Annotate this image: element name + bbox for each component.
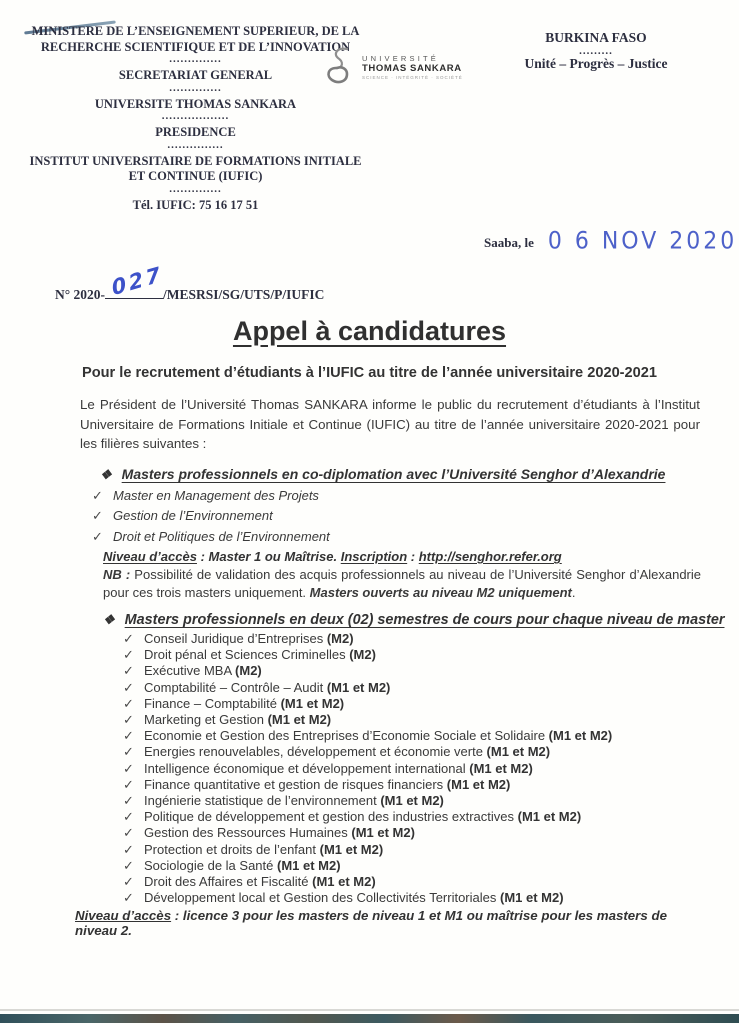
check-icon: ✓ <box>123 695 134 711</box>
master-program-name: Politique de développement et gestion des industries extractives <box>144 809 518 825</box>
dotted-separator: ............... <box>167 138 224 151</box>
master-level-badge: (M1 et M2) <box>517 809 582 825</box>
list-item <box>123 777 699 793</box>
dotted-separator: .............. <box>169 81 222 94</box>
reference-blank-line <box>105 261 165 301</box>
check-icon: ✓ <box>123 776 134 792</box>
section2-access-line <box>75 908 699 938</box>
scan-edge-bar <box>0 1014 739 1023</box>
check-icon: ✓ <box>123 825 134 841</box>
master-level-badge: (M1 et M2) <box>499 890 564 906</box>
list-item <box>123 793 699 809</box>
master-program-name: Exécutive MBA <box>144 663 236 679</box>
secretariat-general: SECRETARIAT GENERAL <box>118 68 273 82</box>
master-program-name: Protection et droits de l’enfant <box>144 841 320 857</box>
university-logo <box>323 46 463 93</box>
master-level-badge: (M1 et M2) <box>267 712 332 728</box>
check-icon: ✓ <box>123 809 134 825</box>
logo-tagline: SCIENCE · INTÉGRITÉ · SOCIÉTÉ <box>362 75 463 80</box>
check-icon: ✓ <box>123 857 134 873</box>
inscription-label: Inscription <box>340 549 408 564</box>
access-level-label: Niveau d’accès <box>103 549 197 564</box>
master-level-badge: (M1 et M2) <box>276 857 341 873</box>
check-icon: ✓ <box>123 744 134 760</box>
phone-number: Tél. IUFIC: 75 16 17 51 <box>132 197 259 212</box>
logo-thomas-sankara-label: THOMAS SANKARA <box>362 63 462 74</box>
master-program-name: Gestion des Ressources Humaines <box>144 825 352 841</box>
check-icon: ✓ <box>123 679 134 695</box>
master-program-name: Comptabilité – Contrôle – Audit <box>144 679 327 695</box>
master-program-name: Master en Management des Projets <box>113 487 319 503</box>
check-icon: ✓ <box>123 728 134 744</box>
inscription-url-link[interactable]: http://senghor.refer.org <box>418 549 562 564</box>
university-name: UNIVERSITE THOMAS SANKARA <box>94 96 297 111</box>
check-icon: ✓ <box>92 528 103 544</box>
access-level-text: : licence 3 pour les masters de niveau 1 et M1 ou maîtrise pour les masters de niveau 2. <box>75 908 667 939</box>
list-item <box>123 663 699 679</box>
nb-text: Possibilité de validation des acquis professionnels au niveau de l’Université Senghor d’Alexandrie pour ces trois masters uniquement. <box>103 567 701 600</box>
check-icon: ✓ <box>123 874 134 890</box>
check-icon: ✓ <box>123 760 134 776</box>
list-item <box>123 647 699 663</box>
master-level-badge: (M2) <box>349 647 376 663</box>
logo-text <box>362 46 463 80</box>
master-program-name: Droit des Affaires et Fiscalité <box>144 874 313 890</box>
list-item <box>92 506 699 527</box>
section1-heading <box>100 466 699 483</box>
master-level-badge: (M1 et M2) <box>312 874 376 890</box>
list-item <box>123 809 699 825</box>
list-item <box>123 890 699 906</box>
nb-period: . <box>571 585 576 600</box>
nb-label: NB : <box>103 567 131 582</box>
master-level-badge: (M1 et M2) <box>469 760 533 776</box>
nb-note <box>103 566 701 602</box>
master-level-badge: (M2) <box>326 631 354 646</box>
master-program-name: Energies renouvelables, développement et économie verte <box>144 744 487 760</box>
logo-university-label: UNIVERSITÉ <box>362 54 440 63</box>
reference-number-line <box>55 261 325 303</box>
check-icon: ✓ <box>92 487 103 503</box>
scan-edge-line <box>0 1009 739 1011</box>
check-icon: ✓ <box>123 647 134 663</box>
list-item <box>123 874 699 890</box>
inscription-colon: : <box>407 549 419 564</box>
master-program-name: Gestion de l’Environnement <box>113 508 273 523</box>
reference-prefix: N° 2020- <box>55 287 106 302</box>
dotted-separator: .................. <box>161 110 230 122</box>
check-icon: ✓ <box>123 712 134 728</box>
master-level-badge: (M1 et M2) <box>351 825 415 841</box>
list-item <box>123 825 699 841</box>
master-level-badge: (M1 et M2) <box>319 841 384 857</box>
master-program-name: Finance quantitative et gestion de risques financiers <box>144 776 447 792</box>
date-stamp: 0 6 NOV 2020 <box>547 228 738 255</box>
list-item <box>123 631 699 647</box>
master-program-name: Développement local et Gestion des Collectivités Territoriales <box>144 890 500 906</box>
master-program-name: Finance – Comptabilité <box>144 695 281 711</box>
dotted-separator: ......... <box>579 45 613 57</box>
master-level-badge: (M1 et M2) <box>548 728 613 744</box>
master-level-badge: (M1 et M2) <box>446 776 511 792</box>
nb-bold-text: Masters ouverts au niveau M2 uniquement <box>309 585 572 600</box>
master-program-name: Intelligence économique et développement international <box>144 760 470 776</box>
check-icon: ✓ <box>123 793 134 809</box>
check-icon: ✓ <box>123 841 134 857</box>
dotted-separator: .............. <box>169 182 222 195</box>
dotted-separator: .............. <box>169 53 222 65</box>
section1-access-line <box>103 548 699 566</box>
list-item <box>123 712 699 728</box>
country-name: BURKINA FASO <box>545 30 647 45</box>
master-program-name: Economie et Gestion des Entreprises d’Economie Sociale et Solidaire <box>144 728 549 744</box>
list-item <box>123 680 699 696</box>
section2-heading <box>103 612 725 628</box>
check-icon: ✓ <box>123 663 134 679</box>
date-line <box>484 229 737 254</box>
list-item <box>123 761 699 777</box>
document-subtitle: Pour le recrutement d’étudiants à l’IUFIC au titre de l’année universitaire 2020-2021 <box>81 365 658 381</box>
master-level-badge: (M1 et M2) <box>326 679 391 695</box>
access-level-text: : Master 1 ou Maîtrise. <box>196 549 341 564</box>
master-program-name: Sociologie de la Santé <box>144 857 277 873</box>
master-program-name: Marketing et Gestion <box>144 712 268 728</box>
handwritten-number: 027 <box>109 261 165 301</box>
intro-paragraph: Le Président de l’Université Thomas SANKARA informe le public du recrutement d’étudiants à l’Institut Universitaire de Formations Initiale et Continue (IUFIC) au titre de l’année universitaire 2020-2021 pour les filières suivantes : <box>80 397 700 451</box>
master-level-badge: (M1 et M2) <box>380 793 444 809</box>
master-program-name: Ingénierie statistique de l’environnement <box>144 793 381 809</box>
list-item <box>123 744 699 760</box>
list-item <box>123 696 699 712</box>
section1-heading-text: Masters professionnels en co-diplomation avec l’Université Senghor d’Alexandrie <box>121 465 666 482</box>
senghor-masters-list <box>92 486 699 548</box>
check-icon: ✓ <box>123 631 134 646</box>
date-place-label: Saaba, le <box>484 235 534 250</box>
university-logo-icon <box>323 46 357 93</box>
document-body <box>0 316 739 938</box>
masters-programs-list <box>123 631 699 906</box>
national-motto: Unité – Progrès – Justice <box>524 56 668 71</box>
list-item <box>123 842 699 858</box>
diamond-bullet-icon: ❖ <box>100 466 112 482</box>
presidency: PRESIDENCE <box>155 125 236 139</box>
check-icon: ✓ <box>92 508 103 523</box>
master-level-badge: (M2) <box>235 663 262 679</box>
ministry-name: MINISTERE DE L’ENSEIGNEMENT SUPERIEUR, DE LA RECHERCHE SCIENTIFIQUE ET DE L’INNOVATION <box>31 24 360 54</box>
section2-heading-text: Masters professionnels en deux (02) semestres de cours pour chaque niveau de master <box>124 612 725 628</box>
master-level-badge: (M1 et M2) <box>486 744 551 760</box>
master-level-badge: (M1 et M2) <box>280 695 345 711</box>
master-program-name: Conseil Juridique d’Entreprises <box>144 631 327 646</box>
check-icon: ✓ <box>123 890 134 906</box>
list-item <box>92 486 699 507</box>
page-title: Appel à candidatures <box>232 316 507 346</box>
institute-name: INSTITUT UNIVERSITAIRE DE FORMATIONS INITIALE ET CONTINUE (IUFIC) <box>29 153 362 183</box>
master-program-name: Droit pénal et Sciences Criminelles <box>144 647 350 663</box>
reference-suffix: /MESRSI/SG/UTS/P/IUFIC <box>163 287 325 302</box>
header-right-column <box>482 30 710 72</box>
master-program-name: Droit et Politiques de l’Environnement <box>113 528 330 544</box>
list-item <box>123 728 699 744</box>
list-item <box>123 858 699 874</box>
list-item <box>92 527 699 548</box>
diamond-bullet-icon: ❖ <box>103 612 115 627</box>
header-left-column <box>28 24 363 213</box>
access-level-label: Niveau d’accès <box>75 908 172 924</box>
